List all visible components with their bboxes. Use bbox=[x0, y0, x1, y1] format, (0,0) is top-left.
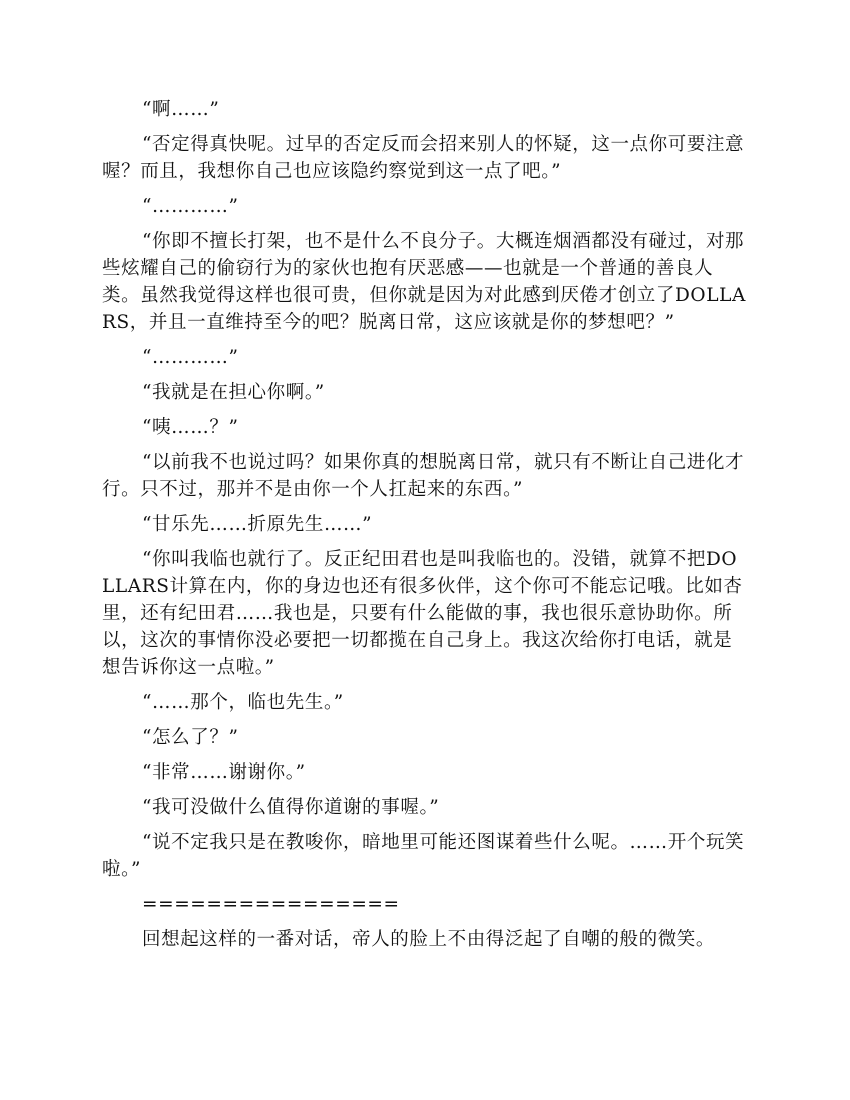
paragraph: “怎么了？” bbox=[142, 727, 239, 748]
paragraph: “…………” bbox=[142, 196, 239, 217]
paragraph: “以前我不也说过吗？如果你真的想脱离日常，就只有不断让自己进化才行。只不过，那并不是由你一个人扛起来的东西。” bbox=[102, 452, 745, 500]
paragraph: “……那个，临也先生。” bbox=[142, 692, 344, 713]
section-divider: ================ bbox=[142, 894, 400, 915]
paragraph: “我可没做什么值得你道谢的事喔。” bbox=[142, 797, 440, 818]
paragraph: “你叫我临也就行了。反正纪田君也是叫我临也的。没错，就算不把DOLLARS计算在内，你的身边也还有很多伙伴，这个你可不能忘记哦。比如杏里，还有纪田君……我也是，只要有什么能做的事，我也很乐意协助你。所以，这次的事情你没必要把一切都揽在自己身上。我这次给你打电话，就是想告诉你这一点啦。” bbox=[102, 549, 743, 678]
paragraph: “…………” bbox=[142, 347, 239, 368]
paragraph: “你即不擅长打架，也不是什么不良分子。大概连烟酒都没有碰过，对那些炫耀自己的偷窃行为的家伙也抱有厌恶感——也就是一个普通的善良人类。虽然我觉得这样也很可贵，但你就是因为对此感到厌倦才创立了DOLLARS，并且一直维持至今的吧？脱离日常，这应该就是你的梦想吧？” bbox=[102, 231, 746, 333]
paragraph: “咦……？” bbox=[142, 417, 239, 438]
paragraph: “否定得真快呢。过早的否定反而会招来别人的怀疑，这一点你可要注意喔？而且，我想你自己也应该隐约察觉到这一点了吧。” bbox=[102, 134, 745, 182]
document-body bbox=[102, 96, 750, 961]
paragraph: “说不定我只是在教唆你，暗地里可能还图谋着些什么呢。……开个玩笑啦。” bbox=[102, 832, 745, 880]
paragraph: “我就是在担心你啊。” bbox=[142, 382, 325, 403]
paragraph: “啊……” bbox=[142, 99, 220, 120]
paragraph: “非常……谢谢你。” bbox=[142, 762, 306, 783]
paragraph: 回想起这样的一番对话，帝人的脸上不由得泛起了自嘲的般的微笑。 bbox=[142, 929, 716, 950]
paragraph: “甘乐先……折原先生……” bbox=[142, 514, 373, 535]
